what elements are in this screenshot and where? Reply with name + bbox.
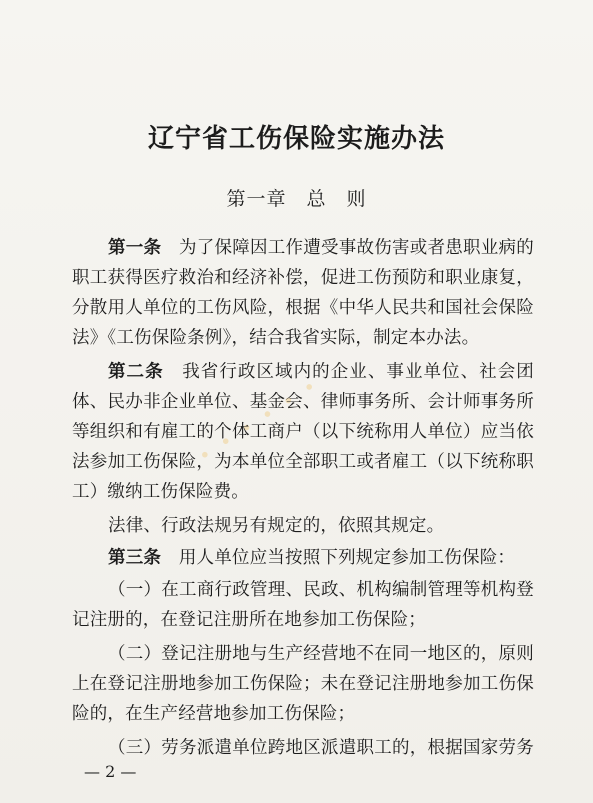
article-1-line-4: 法》《工伤保险条例》，结合我省实际，制定本办法。 [72, 328, 480, 348]
item-3-line-1: （三）劳务派遣单位跨地区派遣职工的，根据国家劳务 [108, 738, 534, 758]
item-2-line-3: 险的，在生产经营地参加工伤保险； [72, 704, 356, 724]
article-2-extra-paragraph: 法律、行政法规另有规定的，依照其规定。 [108, 516, 445, 536]
article-2-line-1: 第二条 我省行政区域内的企业、事业单位、社会团 [108, 362, 534, 382]
chapter-heading: 第一章 总 则 [226, 188, 367, 210]
article-2-line-4: 法参加工伤保险，为本单位全部职工或者雇工（以下统称职 [72, 452, 534, 472]
page-number: — 2 — [84, 762, 137, 781]
article-1-line-2: 职工获得医疗救治和经济补偿，促进工伤预防和职业康复， [72, 268, 534, 288]
article-1-line-1: 第一条 为了保障因工作遭受事故伤害或者患职业病的 [108, 238, 535, 258]
page-title: 辽宁省工伤保险实施办法 [147, 124, 445, 154]
item-1-line-2: 记注册的，在登记注册所在地参加工伤保险； [72, 610, 426, 630]
article-1-label: 第一条 [108, 238, 162, 258]
article-3-label: 第三条 [108, 548, 162, 568]
article-2-line-2: 体、民办非企业单位、基金会、律师事务所、会计师事务所 [72, 392, 534, 412]
article-2-line-3: 等组织和有雇工的个体工商户（以下统称用人单位）应当依 [72, 422, 534, 442]
article-2-label: 第二条 [108, 362, 164, 382]
item-2-line-2: 上在登记注册地参加工伤保险；未在登记注册地参加工伤保 [72, 674, 534, 694]
article-2-line-5: 工）缴纳工伤保险费。 [72, 482, 249, 502]
watermark: · · · · · · [191, 369, 326, 473]
article-3-line-1: 第三条 用人单位应当按照下列规定参加工伤保险： [108, 548, 516, 568]
item-1-line-1: （一）在工商行政管理、民政、机构编制管理等机构登 [108, 580, 534, 600]
article-1-line-3: 分散用人单位的工伤风险，根据《中华人民共和国社会保险 [72, 298, 534, 318]
item-2-line-1: （二）登记注册地与生产经营地不在同一地区的，原则 [108, 644, 534, 664]
